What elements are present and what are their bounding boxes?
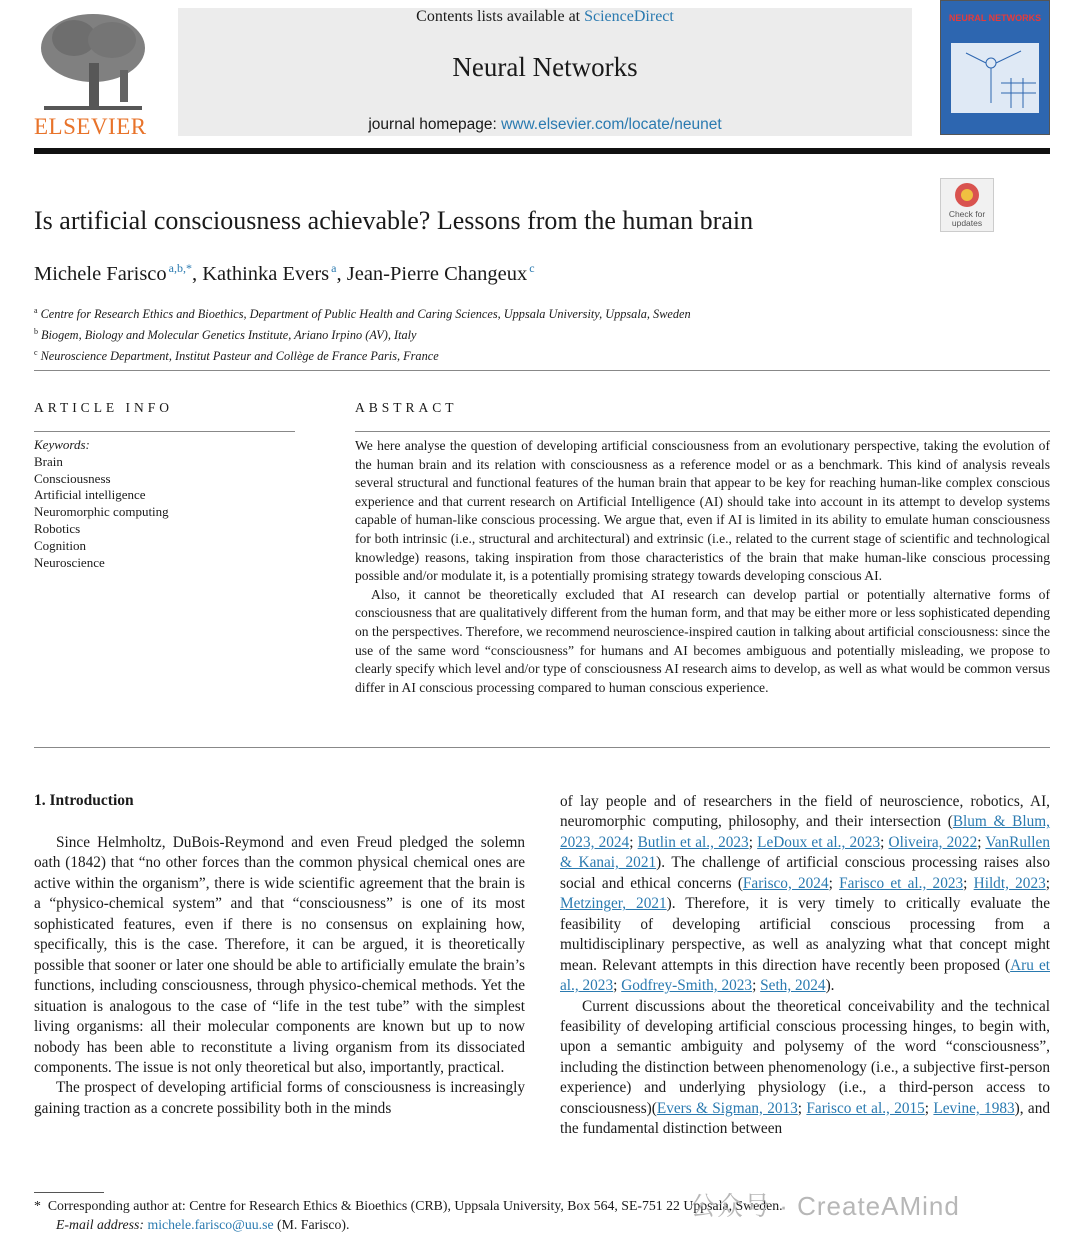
section-heading-introduction: 1. Introduction: [34, 792, 134, 809]
divider: [355, 431, 1050, 432]
cover-title: NEURAL NETWORKS: [948, 13, 1042, 23]
keyword-item: Neuroscience: [34, 554, 105, 570]
keyword-item: Consciousness: [34, 470, 111, 486]
journal-name: Neural Networks: [452, 52, 638, 82]
abstract-paragraph: We here analyse the question of developing artificial consciousness from an evolutionary perspective, taking the evolution of the human brain and its relation with consciousness as a reference model or as a benchmark. This kind of analysis reveals several structural and functional features of the human brain that appear to be key for reaching human-like complex conscious experience and that current research on Artificial Intelligence (AI) should take into account in its attempt to develop systems capable of human-like conscious processing. We argue that, even if AI is limited in its ability to emulate human consciousness for both intrinsic (i.e., structural and architectural) and extrinsic (i.e., related to the current stage of scientific and technological knowledge) reasons, taking inspiration from those characteristics of the brain that make human-like conscious processing possible and/or modulate it, is a potentially promising strategy towards developing conscious AI.: [355, 438, 1050, 584]
author-name[interactable]: Jean-Pierre Changeux: [346, 262, 528, 285]
keyword-item: Brain: [34, 453, 63, 469]
keyword-item: Artificial intelligence: [34, 487, 146, 503]
citation-link[interactable]: Farisco et al., 2023: [839, 874, 964, 892]
divider: [34, 747, 1050, 748]
body-left-column: [34, 833, 525, 1119]
body-right-column: [560, 792, 1050, 1140]
citation-link[interactable]: Godfrey-Smith, 2023: [621, 977, 753, 995]
article-info-heading: ARTICLE INFO: [34, 400, 174, 415]
author-list: Michele Farisco $^{a,b,*}$, Kathinka Evers $^a$, Jean-Pierre Changeux $^c$: [34, 261, 535, 285]
keyword-item: Robotics: [34, 520, 81, 536]
check-updates-label: Check for updates: [948, 209, 986, 228]
citation-link[interactable]: Metzinger, 2021: [560, 895, 667, 913]
journal-homepage-line: journal homepage: www.elsevier.com/locate/neunet: [368, 116, 722, 133]
corresponding-author-note: * Corresponding author at: Centre for Research Ethics & Bioethics (CRB), Uppsala University, Box 564, SE-751 22 Uppsala, Sweden.: [34, 1198, 783, 1213]
abstract-text: [355, 437, 1050, 697]
citation-link[interactable]: LeDoux et al., 2023: [757, 833, 881, 851]
citation-link[interactable]: VanRullen & Kanai, 2021: [560, 833, 1050, 872]
body-paragraph: The prospect of developing artificial forms of consciousness is increasingly gaining traction as a concrete possibility both in the minds: [34, 1079, 525, 1117]
citation-link[interactable]: Blum & Blum, 2023, 2024: [560, 813, 1051, 851]
citation-link[interactable]: Farisco et al., 2015: [806, 1099, 925, 1117]
body-paragraph: Since Helmholtz, DuBois-Reymond and even Freud pledged the solemn oath (1842) that “no other forces than the common physical chemical ones are active within the organism”, there is wide scientific agreement that the brain is a “physico-chemical system” and that “consciousness” is one of its most sophisticated features, even if there is no consensus on explaining how, specifically, this is the case. Therefore, it can be argued, it is theoretically possible that sooner or later one should be able to artificially emulate the brain’s functions, including consciousness, through physico-chemical methods. Yet the situation is analogous to the case of “life in the test tube” with the simplest living organisms: all their molecular components are known but up to now nobody has been able to reconstitute a living organism from its dissociated components. The issue is not only theoretical but also, importantly, practical.: [34, 834, 525, 1076]
journal-cover-thumbnail: [940, 0, 1050, 135]
affiliation-item: $^c$ Neuroscience Department, Institut Pasteur and Collège de France Paris, France: [34, 348, 439, 364]
author-affil-sup[interactable]: a,b,*: [168, 261, 192, 275]
author-name[interactable]: Kathinka Evers: [202, 262, 330, 285]
citation-link[interactable]: Butlin et al., 2023: [637, 833, 749, 851]
citation-link[interactable]: Hildt, 2023: [973, 874, 1046, 892]
author-affil-sup[interactable]: a: [331, 261, 337, 275]
article-title: Is artificial consciousness achievable? Lessons from the human brain: [34, 206, 754, 235]
journal-homepage-link[interactable]: www.elsevier.com/locate/neunet: [501, 116, 722, 133]
keyword-item: Neuromorphic computing: [34, 504, 169, 520]
citation-link[interactable]: Aru et al., 2023: [560, 956, 1050, 995]
check-for-updates-badge[interactable]: [940, 178, 994, 232]
email-link[interactable]: michele.farisco@uu.se: [147, 1217, 274, 1232]
abstract-paragraph: Also, it cannot be theoretically excluded that AI research can develop partial or potentially alternative forms of consciousness that are qualitatively different from the human form, and that may be either more or less sophisticated depending on the perspectives. Therefore, we recommend neuroscience-inspired caution in talking about artificial consciousness: since the use of the same word “consciousness” for humans and AI becomes ambiguous and potentially misleading, we propose to clearly specify which level and/or type of consciousness AI research aims to develop, as well as what would be common versus differ in AI conscious processing compared to human conscious experience.: [355, 586, 1050, 695]
affiliation-item: $^a$ Centre for Research Ethics and Bioethics, Department of Public Health and Caring Sciences, Uppsala University, Uppsala, Sweden: [34, 306, 691, 322]
affiliation-item: $^b$ Biogem, Biology and Molecular Genetics Institute, Ariano Irpino (AV), Italy: [34, 327, 417, 343]
sciencedirect-link[interactable]: ScienceDirect: [584, 8, 674, 25]
footnote: [34, 1196, 783, 1234]
body-paragraph: of lay people and of researchers in the field of neuroscience, robotics, AI, neuromorphic computing, philosophy, and their intersection (Blum & Blum, 2023, 2024; Butlin et al., 2023; LeDoux et al., 2023; Oliveira, 2022; VanRullen & Kanai, 2021). The challenge of artificial conscious processing raises also social and ethical concerns (Farisco, 2024; Farisco et al., 2023; Hildt, 2023; Metzinger, 2021). Therefore, it is very timely to critically evaluate the feasibility of developing artificial conscious processing from a multidisciplinary perspective, as well as analyzing what that concept might mean. Relevant attempts in this direction have recently been proposed (Aru et al., 2023; Godfrey-Smith, 2023; Seth, 2024).: [560, 793, 1051, 995]
divider: [34, 431, 295, 432]
author-affil-sup[interactable]: c: [529, 261, 535, 275]
elsevier-wordmark: ELSEVIER: [34, 114, 147, 139]
watermark: 公众号 · CreateAMind: [690, 1191, 960, 1221]
body-paragraph: Current discussions about the theoretical conceivability and the technical feasibility of developing artificial conscious processing hinges, to begin with, upon a semantic ambiguity and polysemy of the word “consciousness”, including the distinction between phenomenology (i.e., a subjective first-person experience) and underlying physiology (i.e., a third-person access to consciousness)(Evers & Sigman, 2013; Farisco et al., 2015; Levine, 1983), and the fundamental distinction between: [560, 997, 1050, 1138]
check-updates-icon: [954, 182, 980, 208]
abstract-heading: ABSTRACT: [355, 400, 458, 415]
divider: [34, 370, 1050, 371]
footnote-rule: [34, 1192, 104, 1193]
journal-banner: [178, 8, 912, 136]
header-rule: [34, 148, 1050, 154]
email-note: E-mail address: michele.farisco@uu.se (M. Farisco).: [56, 1217, 350, 1232]
citation-link[interactable]: Levine, 1983: [933, 1099, 1015, 1117]
citation-link[interactable]: Farisco, 2024: [742, 874, 829, 892]
keyword-item: Cognition: [34, 537, 87, 553]
keywords-block: [34, 437, 169, 571]
keywords-label: Keywords:: [34, 437, 90, 452]
citation-link[interactable]: Evers & Sigman, 2013: [656, 1099, 798, 1117]
citation-link[interactable]: Oliveira, 2022: [888, 833, 978, 851]
cover-neuron-illustration: [941, 23, 1049, 123]
citation-link[interactable]: Seth, 2024: [760, 977, 826, 995]
contents-line: Contents lists available at ScienceDirect: [416, 8, 674, 25]
affiliations: [34, 302, 691, 365]
author-name[interactable]: Michele Farisco: [34, 262, 167, 285]
